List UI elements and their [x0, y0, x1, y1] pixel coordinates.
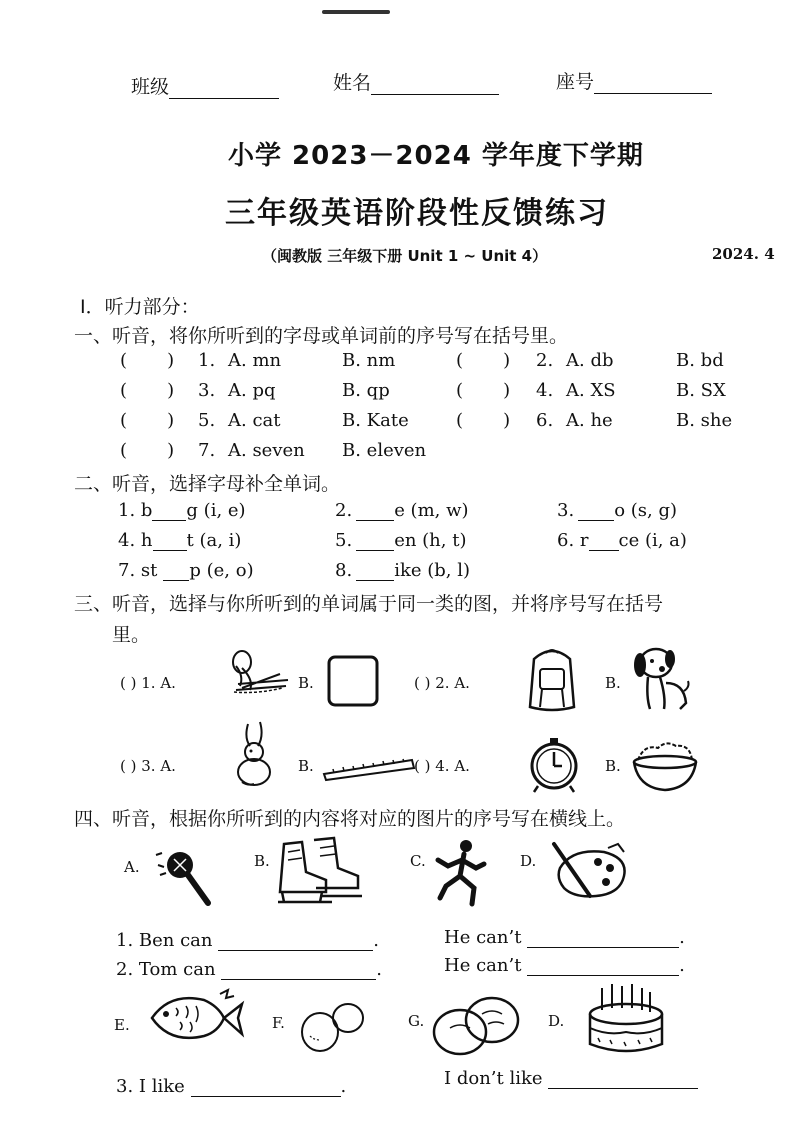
q4-option-b: B. SX [676, 380, 726, 401]
q1-option-b: B. nm [342, 350, 396, 371]
answer-paren[interactable]: ( ) [456, 380, 511, 401]
pic-q2-label: ( ) 2. A. [414, 674, 470, 692]
q6-option-a: A. he [566, 410, 613, 431]
pic-q1-b: B. [298, 674, 314, 692]
fill-item-1-suffix: g (i, e) [186, 500, 246, 521]
q1-option-a: A. mn [228, 350, 282, 371]
answer-blank[interactable] [527, 930, 679, 948]
q7-option-b: B. eleven [342, 440, 427, 461]
answer-paren[interactable]: ( ) [456, 410, 511, 431]
schoolbag-icon [520, 645, 584, 713]
q2-number: 2. [536, 350, 554, 371]
square-icon [326, 654, 380, 708]
fish-icon [146, 988, 246, 1048]
fill-item-7-prefix: 7. st [118, 560, 158, 581]
sentence-1b [444, 927, 685, 948]
q4-option-a: A. XS [566, 380, 616, 401]
seat-field [556, 67, 712, 94]
title-line2: 三年级英语阶段性反馈练习 [225, 196, 609, 231]
answer-paren[interactable]: ( ) [120, 350, 175, 371]
fill-item-5 [335, 530, 466, 551]
fill-item-1-prefix: 1. b [118, 500, 153, 521]
rabbit-icon [230, 720, 282, 788]
answer-paren[interactable]: ( ) [120, 440, 175, 461]
fill-item-8-prefix: 8. [335, 560, 353, 581]
sentence-1b-text: He can’t [444, 927, 522, 948]
name-blank[interactable] [371, 77, 499, 95]
pic-label-c: C. [410, 852, 426, 870]
title-line1: 小学 2023－2024 学年度下学期 [228, 141, 644, 171]
noodles-icon [228, 646, 294, 696]
period: . [373, 930, 379, 951]
fill-item-4-suffix: t (a, i) [186, 530, 242, 551]
pic-label-b: B. [254, 852, 270, 870]
fill-blank[interactable] [152, 503, 186, 521]
clock-icon [526, 734, 582, 794]
sentence-2b [444, 955, 685, 976]
fill-blank[interactable] [578, 503, 614, 521]
period: . [376, 959, 383, 980]
fill-blank[interactable] [163, 563, 189, 581]
period: . [679, 927, 685, 948]
pic-q4-b: B. [605, 757, 621, 775]
q7-number: 7. [198, 440, 216, 461]
class-label: 班级 [131, 76, 170, 98]
fill-item-4-prefix: 4. h [118, 530, 153, 551]
q7-option-a: A. seven [228, 440, 305, 461]
sentence-2-text: 2. Tom can [116, 959, 216, 980]
fill-blank[interactable] [153, 533, 187, 551]
q6-number: 6. [536, 410, 554, 431]
pic-label-e: E. [114, 1016, 130, 1034]
sentence-3-text: 3. I like [116, 1076, 185, 1097]
q3-option-b: B. qp [342, 380, 390, 401]
q3-number: 3. [198, 380, 216, 401]
name-label: 姓名 [333, 72, 372, 94]
fill-item-8-suffix: ike (b, l) [394, 560, 470, 581]
q5-option-a: A. cat [228, 410, 281, 431]
fill-item-8 [335, 560, 470, 581]
fill-item-3-prefix: 3. [557, 500, 575, 521]
seat-label: 座号 [556, 71, 595, 93]
pic-q2-b: B. [605, 674, 621, 692]
q2-option-b: B. bd [676, 350, 724, 371]
fill-item-6-prefix: 6. r [557, 530, 589, 551]
sentence-3 [116, 1076, 346, 1097]
fill-item-6 [557, 530, 687, 551]
sentence-3b [444, 1068, 698, 1089]
rice-bowl-icon [630, 738, 700, 794]
period: . [340, 1076, 347, 1097]
fill-item-7 [118, 560, 254, 581]
fill-item-2-suffix: e (m, w) [394, 500, 469, 521]
q5-option-b: B. Kate [342, 410, 409, 431]
q3-option-a: A. pq [228, 380, 276, 401]
sec3-heading-line2: 里。 [112, 624, 151, 646]
birthday-cake-icon [584, 982, 668, 1058]
q4-number: 4. [536, 380, 554, 401]
fill-blank[interactable] [356, 533, 394, 551]
class-field [131, 72, 279, 99]
answer-blank[interactable] [221, 962, 376, 980]
answer-blank[interactable] [548, 1071, 698, 1089]
fill-item-1 [118, 500, 246, 521]
name-field [333, 68, 499, 95]
q6-option-b: B. she [676, 410, 733, 431]
sentence-2b-text: He can’t [444, 955, 522, 976]
pic-q3-b: B. [298, 757, 314, 775]
eggs-icon [298, 1000, 368, 1054]
pic-q3-label: ( ) 3. A. [120, 757, 176, 775]
fill-item-2 [335, 500, 469, 521]
subtitle: （闽教版 三年级下册 Unit 1 ~ Unit 4） [262, 247, 548, 265]
pic-label-f: F. [272, 1014, 285, 1032]
fill-item-7-suffix: p (e, o) [189, 560, 254, 581]
sec3-heading-line1: 三、听音，选择与你所听到的单词属于同一类的图，并将序号写在括号 [74, 593, 664, 615]
date: 2024. 4 [712, 245, 775, 263]
pic-label-a: A. [124, 858, 140, 876]
fill-item-6-suffix: ce (i, a) [618, 530, 687, 551]
sentence-1 [116, 930, 379, 951]
fill-blank[interactable] [589, 533, 619, 551]
fill-item-5-prefix: 5. [335, 530, 353, 551]
sentence-1-text: 1. Ben can [116, 930, 213, 951]
answer-blank[interactable] [527, 958, 679, 976]
sec4-heading: 四、听音，根据你所听到的内容将对应的图片的序号写在横线上。 [74, 808, 626, 830]
fill-item-2-prefix: 2. [335, 500, 353, 521]
fill-item-5-suffix: en (h, t) [394, 530, 467, 551]
dog-icon [626, 643, 692, 713]
part1-heading: I．听力部分： [80, 296, 200, 318]
q2-option-a: A. db [566, 350, 614, 371]
sentence-3b-text: I don’t like [444, 1068, 543, 1089]
runner-icon [432, 838, 494, 908]
answer-blank[interactable] [218, 933, 373, 951]
pic-label-g: G. [408, 1012, 425, 1030]
bread-icon [430, 994, 522, 1058]
pic-q1-label: ( ) 1. A. [120, 674, 176, 692]
fill-blank[interactable] [356, 563, 394, 581]
period: . [679, 955, 685, 976]
ruler-icon [322, 758, 416, 782]
paint-palette-icon [548, 838, 634, 908]
sec1-heading: 一、听音，将你所听到的字母或单词前的序号写在括号里。 [74, 325, 569, 347]
seat-blank[interactable] [594, 76, 712, 94]
answer-paren[interactable]: ( ) [120, 410, 175, 431]
fill-item-4 [118, 530, 241, 551]
pic-q4-label: ( ) 4. A. [414, 757, 470, 775]
fill-item-3 [557, 500, 677, 521]
answer-blank[interactable] [191, 1079, 341, 1097]
class-blank[interactable] [169, 81, 279, 99]
answer-paren[interactable]: ( ) [120, 380, 175, 401]
q1-number: 1. [198, 350, 216, 371]
ice-skates-icon [274, 836, 364, 908]
fill-item-3-suffix: o (s, g) [614, 500, 677, 521]
microphone-icon [152, 845, 222, 911]
answer-paren[interactable]: ( ) [456, 350, 511, 371]
pic-label-d: D. [520, 852, 537, 870]
pic-label-d2: D. [548, 1012, 565, 1030]
fill-blank[interactable] [356, 503, 394, 521]
sentence-2 [116, 959, 382, 980]
sec2-heading: 二、听音，选择字母补全单词。 [74, 473, 341, 495]
q5-number: 5. [198, 410, 216, 431]
scan-mark [322, 10, 390, 14]
